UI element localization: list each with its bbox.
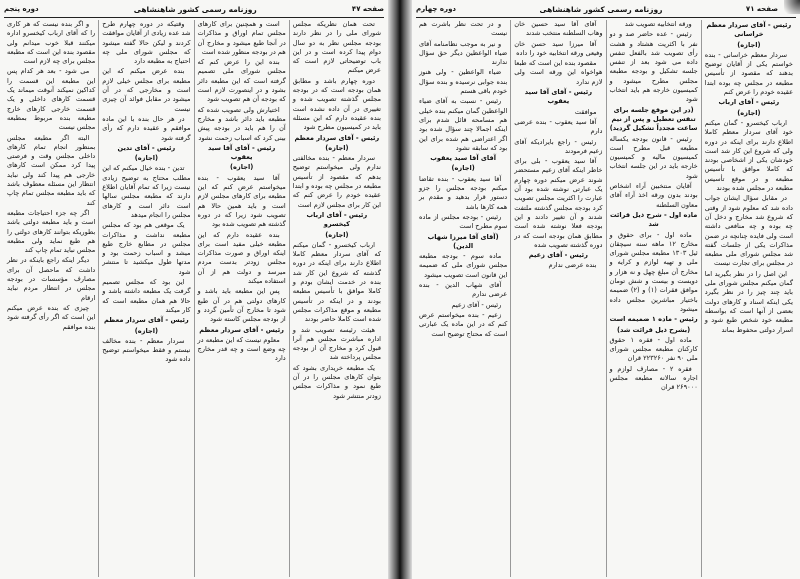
paragraph: بنده عقیده دارم که این مطبعه خیلی مفید است برای اینکه اوراق و صورت مذاکرات مجلس زودتر بدست مردم میرسد و دولت هم از آن استفاده میکند [197, 230, 286, 286]
paragraph: رئیس - بودجه مجلس از ماده سوم مطرح است [419, 212, 508, 231]
paragraph: رئیس - آقای زعیم [451, 300, 502, 309]
paragraph: آقا سید یعقوب - بلی برای خاطر اینکه آقای زعیم مستحضر شوند عرض میکنم دوره چهارم یک عبارتی نوشته شده بود آن عبارت را اکثریت مجلس تصویب کرد بودجه مجلس گذشته ملتفت شدند و آن تغییر دادند و این بودجه فعلا نوشته شده است مطابق همان بودجه است که در دوره گذشته تصویب شده [514, 157, 603, 249]
volume-label: دوره چهارم [416, 5, 457, 13]
paragraph: رئیس - قانون بودجه یکساله مطبعه قبل مطرح است کمیسیون مالیه و کمیسیون خارجه باید در این جلسه انتخاب شود [609, 134, 698, 180]
newspaper-title: روزنامه رسمی کشور شاهنشاهی [133, 4, 257, 14]
text-column [510, 20, 605, 577]
page-fold-gutter [388, 0, 412, 579]
text-column [416, 20, 510, 577]
paragraph: دوره چهارم باشد و مطابق همان بودجه است که در بودجه مجلس گذشته تصویب شده و تغییری در آن داده نشده است بنده عقیده دارم که این مسئله باید در کمیسیون مطرح شود [292, 76, 381, 132]
speaker-heading: (اجازه) [325, 230, 349, 239]
speaker-heading: رئیس - آقای سردار معظم [294, 133, 380, 142]
paragraph: البته اگر مطبعه مجلس بمنظور انجام تمام کارهای داخلی مجلس وقت و فرصتی پیدا کرد ممکن است کارهای خارجی هم پیدا کند ولی نباید انتظار این مسئله معطوف باشد که باید مطبعه مجلس تمام چاپ کند [7, 133, 96, 207]
speaker-heading: (در این موقع جلسه برای تنفس تعطیل و پس از نیم ساعت مجدداً تشکیل گردید) [609, 105, 698, 133]
text-column [289, 20, 384, 577]
page-number: صفحه ۷۱ [745, 5, 778, 13]
paragraph: و اگر بنده نیست که هر کاری را که آقای ارباب کیخسرو اداره میکنند قبلا خوب میدانم ولی مقصود بنده این است که مطبعه مجلس برای چه لازم است [7, 20, 96, 66]
speaker-heading: رئیس - ماده ۱ ضمیمه است [609, 315, 698, 324]
speaker-heading: (اجازه) [134, 326, 158, 335]
paragraph: سردار معظم - بنده مخالف نیستم و فقط میخواستم توضیح داده شود [102, 336, 191, 364]
text-column [4, 20, 98, 577]
speaker-heading: ماده اول - شرح ذیل قرائت شد [609, 210, 698, 229]
speaker-heading: رئیس - آقای سردار معظم [199, 325, 284, 334]
text-column [194, 20, 289, 577]
paragraph: ماده اول - فقره ۱ حقوق کارکنان مطبعه مجلس شورای ملی ۹۰ نفر ۲۲۳۲۶۰ قران [609, 335, 698, 363]
text-column [701, 20, 796, 577]
paragraph: تحت همان نظریکه مجلس شورای ملی را در نظر دارند بودجه مجلس نظر به دو سال دوام پیدا کرده است و در این باب توضیحاتی لازم است که عرض میکنم [292, 20, 381, 75]
paragraph: آقا میرزا سید حسن خان وفیعی ورقه انتخابیه خود را داده [514, 39, 603, 57]
paragraph: ماده اول - برای حقوق و مخارج ۱۲ ماهه سنه سیچقان ئیل ۱۳۰۳ مطبعه مجلس شورای ملی و تهیه لوازم و کرایه و مخارج آن مبلغ چهل و نه هزار و دویست و بیست و شش تومان موافق فقرات (۱) و (۲) ضمیمه باختیار مباشرین مجلس داده میشود [609, 230, 698, 313]
paragraph: آقا سید یعقوب - بنده تقاضا میکنم بودجه مجلس را جزو دستور قرار بدهید و مقدم بر همه کارها باشد [419, 174, 508, 211]
paragraph: سردار معظم خراسانی - بنده خواستم یکی از آقایان توضیح بدهند که مقصود از تأسیس مطبعه در مجلس چه بوده ابتدا عقیده خودم را عرض کنم [704, 50, 793, 97]
paragraph: ورقه انتخابیه تصویب شد [624, 20, 692, 28]
speaker-heading: (اجازه) [230, 163, 254, 172]
page-header [416, 3, 778, 15]
header-rule [416, 17, 796, 18]
scan-shadow [784, 0, 800, 14]
speaker-heading: رئیس - آقای ارباب کیخسرو [306, 210, 368, 229]
paragraph: رئیس - عده حاضر صد و دو نفر با اکثریت هشتاد و هشت رأی تصویب شد بالفعل تنفس داده می شود بعد از تنفس جلسه تشکیل و بودجه مطبعه مجلس مطرح میشود و کمیسیون خارجه هم باید انتخاب شود [609, 30, 698, 104]
paragraph: ارباب کیخسرو - گمان میکنم خود آقای سردار معظم کاملا اطلاع دارند برای اینکه در دوره ولی که شروع این کار شد است خودشان یکی از اشخاصی بودند که کاملا موافق با تأسیس مطبعه و در موقع تأسیس مطبعه در مجلس شده بودند [704, 118, 793, 193]
speaker-heading: رئیس - آقای سردار معظم خراسانی [706, 21, 792, 39]
speaker-heading: (اجازه) [737, 40, 761, 49]
paragraph: هیئت رئیسه تصویب شد و اداره مباشرت مجلس هم آنرا قبول کرد و مخارج آن از بودجه مجلس پرداخته شد [292, 325, 381, 362]
speaker-heading: رئیس - آقای تدین [117, 143, 176, 152]
speaker-heading: رئیس - آقای آقا سید یعقوب [524, 88, 593, 106]
speaker-heading: آقای آقا سید یعقوب [430, 154, 496, 163]
paragraph: می شود - بعد هر کدام پس این مطبعه این قسمت را کداکین نمیکند آنوقت میماند یک قسمت کارهای داخلی و یک قسمت خارجی کارهای خارج مطبعه بنده مربوط بمطبعه مجلس نیست [7, 67, 96, 132]
paragraph: یک موقعی هم بود که مجلس مطبعه نداشت و مذاکرات مجلس در مطابع خارج طبع میشد و اسباب زحمت بود و مدتها طول میکشید تا منتشر شود [102, 221, 191, 276]
paragraph: این اصل را در نظر بگیرید اما گمان میکنم مجلس شورای ملی باید چند چیز را در نظر بگیرد یکی اینکه اسناد و کارهای دولت بعضی از آنها است که بواسطه مطبعه خود شخص طبع شود و اسرار دولتی محفوظ بماند [704, 269, 793, 334]
speaker-heading: (بشرح ذیل قرائت شد) [617, 325, 691, 334]
paragraph: بنده این را عرض کنم که مجلس شورای ملی تصمیم گرفته است که این مطبعه دائر بشود و در اینصورت لازم است که بودجه آن هم تصویب شود [197, 58, 286, 104]
volume-label: دوره پنجم [4, 5, 39, 13]
paragraph: موافقت [574, 107, 597, 116]
speaker-heading: (آقای آقا میرزا شهاب الدین) [427, 232, 499, 250]
paragraph: دیگر اینکه راجع باینکه در نظر داشت که ماحصل آن برای مصارف مؤسسات در بودجه مجلس در انتظار مردم نباید ارقام [7, 256, 96, 302]
paragraph: ارباب کیخسرو - گمان میکنم که آقای سردار معظم کاملا اطلاع دارند برای اینکه در دوره گذشته که شروع این کار شد بنده در خدمت ایشان بودم و کاملا موافق با تأسیس مطبعه بودند و در اینکه در تأسیس مطبعه و موقع مذاکرات مجلس شده است کاملا حاضر بودند [292, 240, 381, 324]
speaker-heading: (اجازه) [325, 143, 349, 152]
paragraph: مقصود بنده این است که طبعا هواخواه این ورقه است ولی لازم ندارد [514, 59, 603, 86]
newspaper-title: روزنامه رسمی کشور شاهنشاهی [539, 4, 663, 14]
paragraph: فقره ۲ - مصارف لوازم و اجاره سالانه مطبعه مجلس ۲۶۹۰۰۰ قران [609, 364, 698, 392]
column-container [4, 20, 384, 577]
header-rule [4, 17, 384, 18]
paragraph: آقا سید یعقوب - بنده عرضی دارم [514, 117, 603, 136]
paragraph: در مقابل سؤال ایشان جواب داده شد که معلوم شود از وقتی که شروع شد مخارج و دخل آن چه بوده و چه منافعی داشته است ولی فایده چنانچه در ضمن مذاکرات یکی از جلسات گفته شد مجلس شورای ملی مطبعه در مجلس برای تجارت نیست [704, 194, 793, 268]
speaker-heading: (اجازه) [451, 164, 475, 173]
paragraph: و نیر به موجب نظامنامه آقای ضیاء الواعظین دیگر حق سؤال ندارند [419, 39, 508, 67]
paragraph: است و همچنین برای کارهای مجلس تمام اوراق و مذاکرات در آنجا طبع میشود و مخارج آن هم در بودجه منظور شده است [197, 20, 286, 56]
paragraph: تدین - بنده خیال میکنم که این مطلب محتاج به توضیح زیادی نیست زیرا که تمام آقایان اطلاع دارند که مطبعه مجلس سالها است دائر است و کارهای مجلس را انجام میدهد [102, 164, 191, 219]
speaker-heading: (اجازه) [737, 108, 761, 117]
paragraph: یک مطبعه خریداری بشود که بتوان کارهای مجلس را در آن طبع نمود و مذاکرات مجلس زودتر منتشر شود [292, 363, 381, 400]
paragraph: ضیاء الواعظین - ولی هنوز بنده جوابی نرسیده و بنده سؤال خودم باقی هستم [419, 68, 508, 96]
paragraph: آقای آقا سید حسین خان وهاب السلطنه منتخب شدند [514, 20, 603, 38]
paragraph: آقا سید یعقوب - بنده میخواستم عرض کنم که این مطبعه برای کارهای مجلس لازم است و باید همین حالا هم تصویب شود زیرا که در دوره گذشته هم تصویب شده بود [197, 173, 286, 229]
paragraph: زعیم - بنده میخواستم عرض کنم که در این ماده یک عبارتی است که محتاج توضیح است [419, 310, 508, 338]
paragraph: آقای شهاب الدین - بنده عرضی ندارم [419, 281, 508, 299]
paragraph: ماده سوم - بودجه مطبعه مجلس شورای ملی که ضمیمه این قانون است تصویب میشود [419, 252, 508, 279]
paragraph: در هر حال بنده با این ماده موافقم و عقیده دارم که رأی گرفته شود [102, 114, 191, 142]
paragraph: این بود که مجلس تصمیم گرفت یک مطبعه داشته باشد و حالا هم همان مطبعه است که کار میکند [102, 278, 191, 314]
speaker-heading: رئیس - آقای سردار معظم [104, 316, 189, 325]
paragraph: رئیس - نسبت به آقای ضیاء الواعظین گمان میکنم بنده خیلی هم مسامحه قائل شدم برای اینکه اجمالا چند سؤال شده بود اگر اعتراضی هم شده برای این بود که سابقه نشود [419, 97, 508, 152]
speaker-heading: رئیس - آقای ارباب [718, 98, 780, 107]
paragraph: رئیس - راجع بایرادیکه آقای زعیم فرمودند [514, 137, 603, 155]
newspaper-page-right [404, 0, 800, 579]
paragraph: و در تحت نظر باشرت هم نیست [419, 20, 508, 38]
paragraph: آقایان منتخبین آراء اشخاص بودند بدون ورقه اخذ آراء آقای معاون السلطنه [609, 182, 698, 209]
paragraph: پس این مطبعه باید باشد و کارهای دولتی هم در آن طبع شود تا مخارج آن تأمین گردد و از بودجه مجلس کاسته شود [197, 287, 286, 324]
paragraph: سردار معظم - بنده مخالفتی ندارم ولی میخواستم توضیح بدهم که مقصود از تأسیس مطبعه در مجلس چه بوده و ابتدا عقیده خودم را عرض کنم که این کار برای مجلس لازم است [292, 154, 381, 209]
page-header [4, 3, 384, 15]
paragraph: بنده عرضی ندارم [548, 261, 597, 270]
paragraph: اگر چه جزء احتیاجات مطبعه است و باید مطبعه دولتی باشد بطوریکه بتوانند کارهای دولتی را هم طبع نماید ولی مطبعه مجلس نباید تمام چاپ کند [7, 208, 96, 255]
column-container [416, 20, 796, 577]
paragraph: اختیارش ولی تصویب شده که مطبعه باید دائر باشد و مخارج آن را هم باید در بودجه پیش بینی کرد که اسباب زحمت نشود [197, 105, 286, 142]
speaker-heading: رئیس - آقای آقا سید یعقوب [207, 143, 276, 162]
speaker-heading: (اجازه) [134, 154, 158, 163]
paragraph: وقتیکه در دوره چهارم طرح شد عده زیادی از آقایان موافقت کردند و لیکن حالا گفته میشود که مجلس شورای ملی چه احتیاج به مطبعه دارد [102, 20, 191, 66]
speaker-heading: رئیس - آقای زعیم [528, 251, 588, 260]
paragraph: بنده عرض میکنم که این مطبعه برای مجلس خیلی لازم است و مخارجی که در آن میشود در مقابل فوائد آن چیزی نیست [102, 67, 191, 113]
text-column [606, 20, 701, 577]
paragraph: معلوم نیست که این مطبعه در چه وضع است و چه قدر مخارج دارد [197, 335, 286, 363]
newspaper-page-left [0, 0, 396, 579]
page-number: صفحه ۴۷ [351, 5, 384, 13]
text-column [98, 20, 193, 577]
paragraph: چیزی که بنده عرض میکنم این است که اگر رأی گرفته شود بنده موافقم [7, 303, 96, 331]
